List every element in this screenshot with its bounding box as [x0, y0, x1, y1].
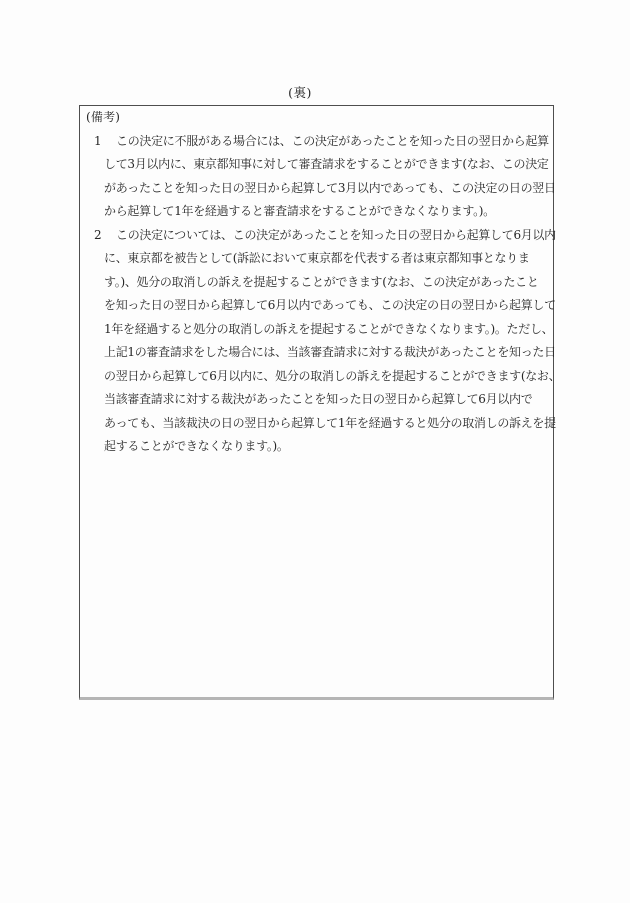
remark-line: す。)、処分の取消しの訴えを提起することができます(なお、この決定があったこと [104, 274, 539, 289]
page-side-label: (裏) [288, 85, 312, 100]
remark-line: 起することができなくなります。)。 [104, 439, 289, 453]
remark-line: に、東京都を被告として(訴訟において東京都を代表する者は東京都知事となりま [104, 251, 530, 265]
remark-item [80, 130, 556, 224]
remark-line [80, 130, 553, 154]
remark-line [80, 224, 556, 248]
remark-line: から起算して1年を経過すると審査請求をすることができなくなります。)。 [104, 204, 495, 218]
remark-line: 上記1の審査請求をした場合には、当該審査請求に対する裁決があったことを知った日 [104, 345, 556, 359]
remarks-box [79, 105, 561, 700]
remark-text: この決定については、この決定があったことを知った日の翌日から起算して6月以内 [116, 227, 556, 242]
remarks-title: (備考) [86, 110, 121, 124]
remark-line: 1年を経過すると処分の取消しの訴えを提起することができなくなります。)。ただし、 [104, 321, 554, 336]
remark-line: があったことを知った日の翌日から起算して3月以内であっても、この決定の日の翌日 [104, 180, 556, 195]
item-number: 2 [94, 227, 102, 242]
remark-line: を知った日の翌日から起算して6月以内であっても、この決定の日の翌日から起算して [104, 298, 556, 312]
remark-line: 当該審査請求に対する裁決があったことを知った日の翌日から起算して6月以内で [104, 392, 533, 406]
remark-line: あっても、当該裁決の日の翌日から起算して1年を経過すると処分の取消しの訴えを提 [104, 415, 556, 430]
remark-text: この決定に不服がある場合には、この決定があったことを知った日の翌日から起算 [116, 133, 549, 148]
remark-line: の翌日から起算して6月以内に、処分の取消しの訴えを提起することができます(なお、 [104, 368, 561, 383]
remarks-list [80, 130, 561, 459]
remark-item [80, 224, 561, 459]
remark-line: して3月以内に、東京都知事に対して審査請求をすることができます(なお、この決定 [104, 157, 549, 171]
item-number: 1 [94, 133, 102, 148]
